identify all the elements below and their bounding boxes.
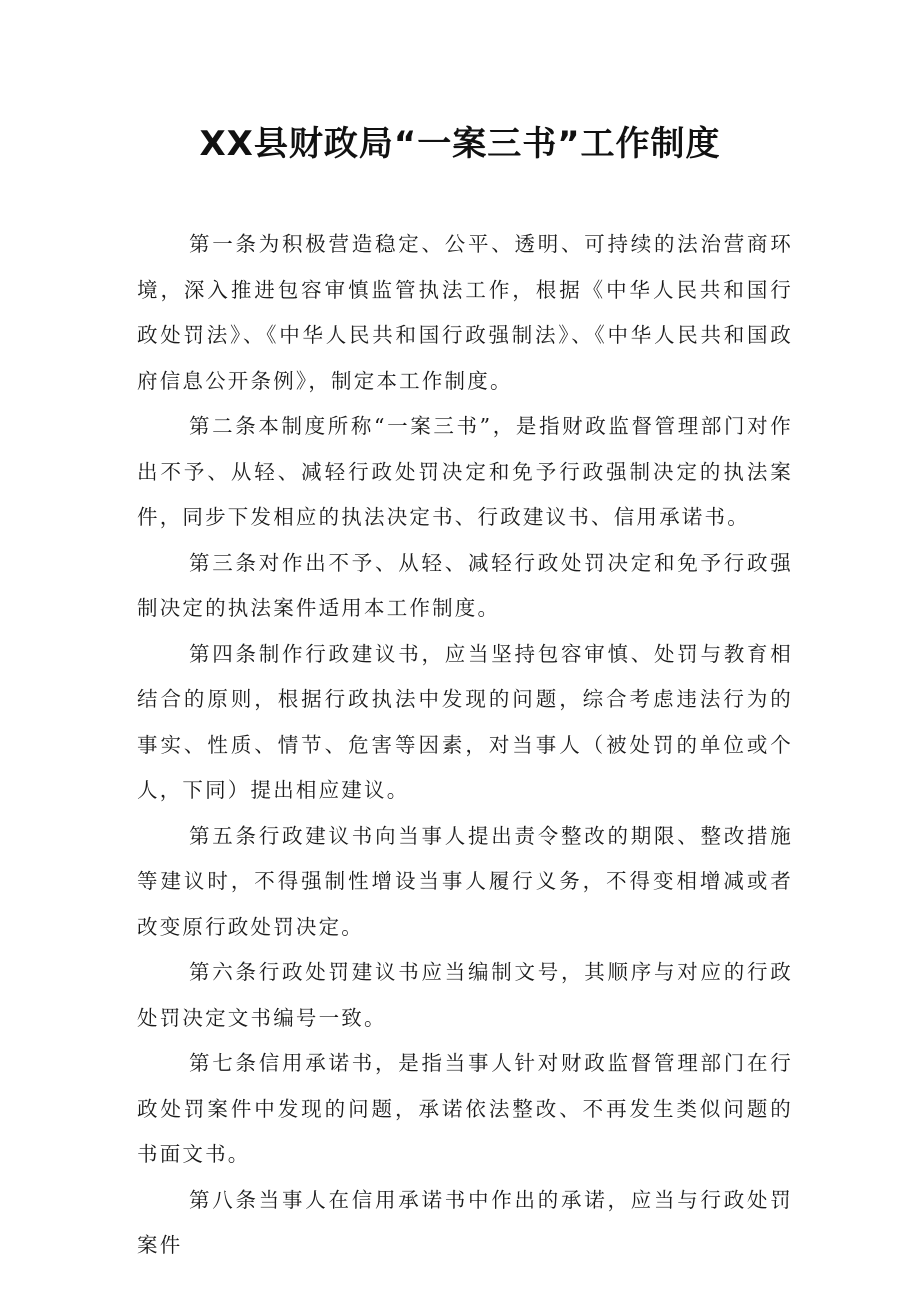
- article-4: 第四条制作行政建议书，应当坚持包容审慎、处罚与教育相结合的原则，根据行政执法中发现的问题，综合考虑违法行为的事实、性质、情节、危害等因素，对当事人（被处罚的单位或个人，下同）提出相应建议。: [137, 641, 793, 802]
- article-6: 第六条行政处罚建议书应当编制文号，其顺序与对应的行政处罚决定文书编号一致。: [137, 960, 793, 1030]
- article-7: 第七条信用承诺书，是指当事人针对财政监督管理部门在行政处罚案件中发现的问题，承诺依法整改、不再发生类似问题的书面文书。: [137, 1051, 793, 1166]
- article-3: 第三条对作出不予、从轻、减轻行政处罚决定和免予行政强制决定的执法案件适用本工作制度。: [137, 550, 793, 620]
- article-5: 第五条行政建议书向当事人提出责令整改的期限、整改措施等建议时，不得强制性增设当事人履行义务，不得变相增减或者改变原行政处罚决定。: [137, 823, 793, 939]
- document-body: [137, 222, 793, 1269]
- document-title: XX县财政局“一案三书”工作制度: [199, 124, 721, 164]
- article-1: 第一条为积极营造稳定、公平、透明、可持续的法治营商环境，深入推进包容审慎监管执法工作，根据《中华人民共和国行政处罚法》、《中华人民共和国行政强制法》、《中华人民共和国政府信息公开条例》，制定本工作制度。: [137, 232, 793, 393]
- article-2: 第二条本制度所称“一案三书”，是指财政监督管理部门对作出不予、从轻、减轻行政处罚决定和免予行政强制决定的执法案件，同步下发相应的执法决定书、行政建议书、信用承诺书。: [137, 414, 793, 529]
- article-8: 第八条当事人在信用承诺书中作出的承诺，应当与行政处罚案件: [137, 1187, 793, 1257]
